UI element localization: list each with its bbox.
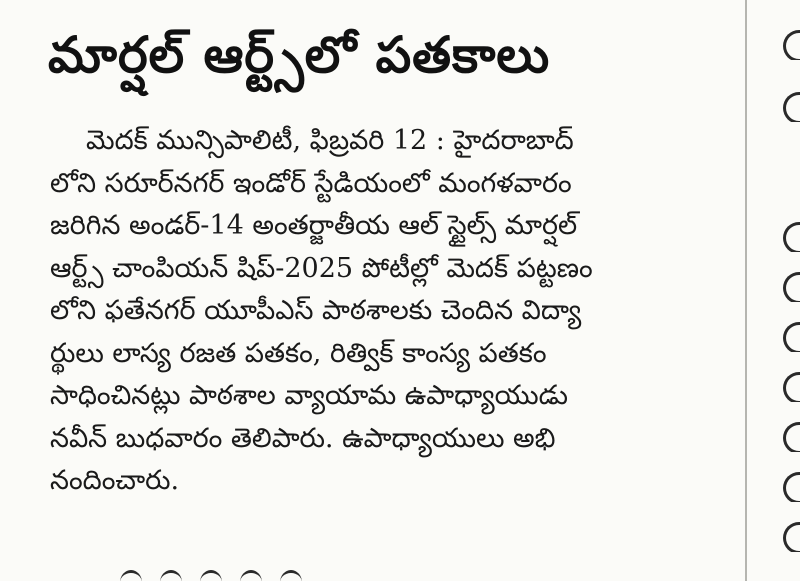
cut-off-glyph	[783, 92, 800, 122]
article-body-line: జరిగిన అండర్-14 అంతర్జాతీయ ఆల్ స్టైల్స్ మార్షల్	[50, 210, 578, 241]
cut-off-glyph	[783, 322, 800, 352]
article-headline: మార్షల్ ఆర్ట్స్‌లో పతకాలు	[48, 26, 551, 84]
article-body	[50, 120, 718, 503]
cut-off-text-fragment	[120, 570, 420, 581]
cut-off-glyph	[783, 522, 800, 552]
article-body-line: నవీన్ బుధవారం తెలిపారు. ఉపాధ్యాయులు అభి	[50, 422, 556, 454]
article-body-line: ఆర్ట్స్ చాంపియన్ షిప్-2025 పోటీల్లో మెదక్ పట్టణం	[50, 252, 593, 284]
adjacent-column-fragment	[749, 0, 800, 581]
article-body-line: నందించారు.	[50, 465, 180, 496]
cut-off-glyph	[783, 222, 800, 252]
cut-off-glyph	[783, 30, 800, 60]
article-body-line: లోని ఫతేనగర్ యూపీఎస్ పాఠశాలకు చెందిన విద్యా	[50, 295, 582, 326]
article-body-line: మెదక్ మున్సిపాలిటీ, ఫిబ్రవరి 12 : హైదరాబాద్	[86, 125, 574, 156]
article-body-line: సాధించినట్లు పాఠశాల వ్యాయామ ఉపాధ్యాయుడు	[50, 380, 568, 411]
cut-off-glyph	[783, 472, 800, 502]
cut-off-glyph	[783, 422, 800, 452]
cut-off-glyph	[783, 272, 800, 302]
article-body-line: ర్థులు లాస్య రజత పతకం, రిత్విక్ కాంస్య పతకం	[50, 337, 547, 369]
cut-off-glyph	[783, 372, 800, 402]
column-divider	[745, 0, 747, 581]
article-body-line: లోని సరూర్‌నగర్ ఇండోర్ స్టేడియంలో మంగళవారం	[50, 167, 572, 199]
